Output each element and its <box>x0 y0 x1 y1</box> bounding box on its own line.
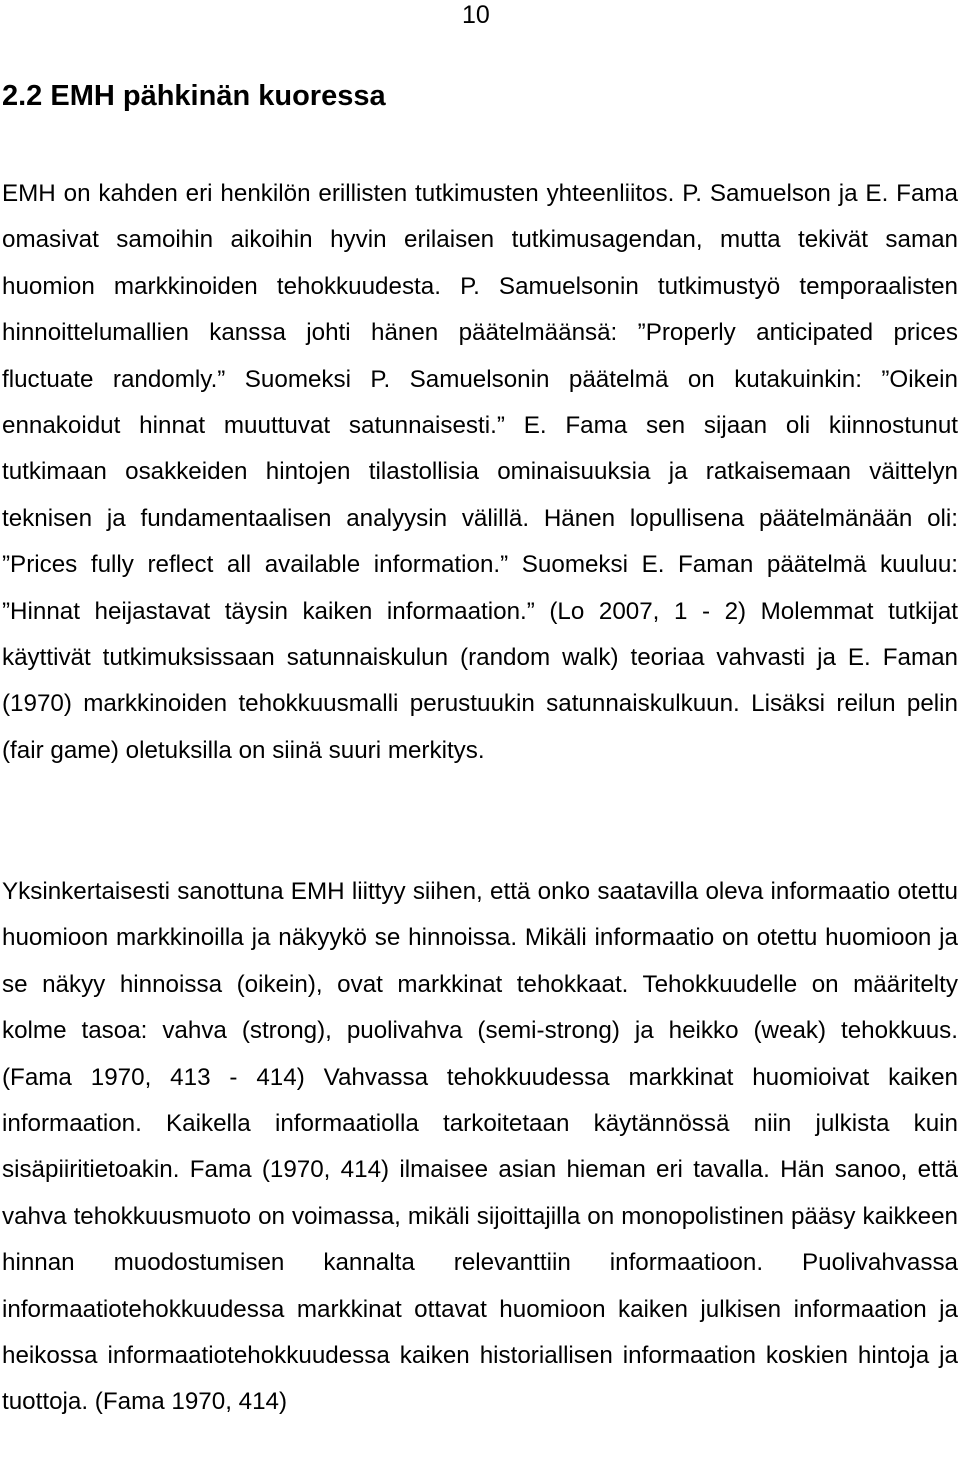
section-heading: 2.2 EMH pähkinän kuoressa <box>2 80 386 112</box>
body-paragraph-2: Yksinkertaisesti sanottuna EMH liittyy siihen, että onko saatavilla oleva informaatio otettu huomioon markkinoilla ja näkyykö se hinnoissa. Mikäli informaatio on otettu huomioon ja se näkyy hinnoissa (oikein), ovat markkinat tehokkaat. Tehokkuudelle on määritelty kolme tasoa: vahva (strong), puolivahva (semi-strong) ja heikko (weak) tehokkuus. (Fama 1970, 413 - 414) Vahvassa tehokkuudessa markkinat huomioivat kaiken informaation. Kaikella informaatiolla tarkoitetaan käytännössä niin julkista kuin sisäpiiritietoakin. Fama (1970, 414) ilmaisee asian hieman eri tavalla. Hän sanoo, että vahva tehokkuusmuoto on voimassa, mikäli sijoittajilla on monopolistinen pääsy kaikkeen hinnan muodostumisen kannalta relevanttiin informaatioon. Puolivahvassa informaatiotehokkuudessa markkinat ottavat huomioon kaiken julkisen informaation ja heikossa informaatiotehokkuudessa kaiken historiallisen informaation koskien hintoja ja tuottoja. (Fama 1970, 414) <box>2 878 958 1416</box>
page-number: 10 <box>462 1 490 29</box>
body-paragraph-1: EMH on kahden eri henkilön erillisten tutkimusten yhteenliitos. P. Samuelson ja E. Fama omasivat samoihin aikoihin hyvin erilaisen tutkimusagendan, mutta tekivät saman huomion markkinoiden tehokkuudesta. P. Samuelsonin tutkimustyö temporaalisten hinnoittelumallien kanssa johti hänen päätelmäänsä: ”Properly anticipated prices fluctuate randomly.” Suomeksi P. Samuelsonin päätelmä on kutakuinkin: ”Oikein ennakoidut hinnat muuttuvat satunnaisesti.” E. Fama sen sijaan oli kiinnostunut tutkimaan osakkeiden hintojen tilastollisia ominaisuuksia ja ratkaisemaan väittelyn teknisen ja fundamentaalisen analyysin välillä. Hänen lopullisena päätelmänään oli: ”Prices fully reflect all available information.” Suomeksi E. Faman päätelmä kuuluu: ”Hinnat heijastavat täysin kaiken informaation.” (Lo 2007, 1 - 2) Molemmat tutkijat käyttivät tutkimuksissaan satunnaiskulun (random walk) teoriaa vahvasti ja E. Faman (1970) markkinoiden tehokkuusmalli perustuukin satunnaiskulkuun. Lisäksi reilun pelin (fair game) oletuksilla on siinä suuri merkitys. <box>2 180 958 764</box>
